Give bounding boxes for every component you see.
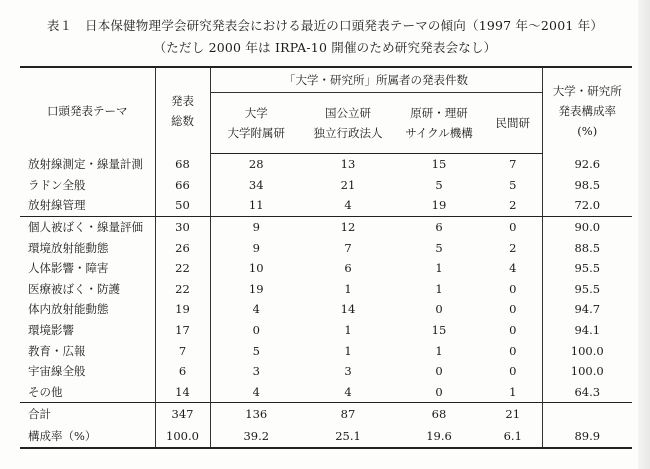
cell-total: 100.0 bbox=[155, 425, 210, 448]
cell-theme: 環境影響 bbox=[20, 320, 155, 341]
header-ratio-line1: 大学・研究所 bbox=[552, 83, 622, 98]
cell-priv: 0 bbox=[484, 320, 542, 341]
cell-ratio: 94.7 bbox=[574, 302, 601, 317]
table-row bbox=[20, 320, 632, 341]
table-row bbox=[20, 154, 632, 175]
cell-natl: 1 bbox=[344, 343, 352, 358]
cell-total: 347 bbox=[155, 403, 210, 426]
cell-univ: 136 bbox=[210, 403, 302, 426]
cell-gen: 19 bbox=[394, 195, 484, 216]
cell-ratio: 100.0 bbox=[570, 343, 604, 358]
cell-gen: 15 bbox=[431, 323, 447, 338]
cell-gen: 15 bbox=[431, 157, 447, 172]
table-row bbox=[20, 175, 632, 196]
cell-univ: 34 bbox=[248, 177, 264, 192]
cell-natl: 1 bbox=[344, 281, 352, 296]
table-subcaption: （ただし 2000 年は IRPA-10 開催のため研究発表会なし） bbox=[153, 40, 497, 55]
cell-priv: 2 bbox=[484, 195, 542, 216]
cell-gen: 5 bbox=[435, 240, 443, 255]
cell-theme: 個人被ばく・線量評価 bbox=[20, 216, 155, 237]
header-priv: 民間研 bbox=[484, 93, 542, 154]
cell-priv: 0 bbox=[484, 299, 542, 320]
cell-ratio: 72.0 bbox=[542, 195, 632, 216]
table-row bbox=[20, 279, 632, 300]
cell-total: 22 bbox=[155, 279, 210, 300]
cell-total: 68 bbox=[155, 154, 210, 175]
cell-natl: 6 bbox=[344, 261, 352, 276]
cell-ratio: 90.0 bbox=[574, 220, 601, 235]
cell-priv: 1 bbox=[484, 382, 542, 403]
cell-ratio: 100.0 bbox=[570, 364, 604, 379]
cell-gen: 6 bbox=[435, 220, 443, 235]
cell-total: 6 bbox=[155, 361, 210, 382]
cell-ratio: 95.5 bbox=[574, 281, 601, 296]
cell-theme: 教育・広報 bbox=[20, 340, 155, 361]
cell-univ: 4 bbox=[252, 302, 260, 317]
cell-total: 26 bbox=[155, 237, 210, 258]
cell-ratio: 64.3 bbox=[574, 384, 601, 399]
cell-natl: 7 bbox=[344, 240, 352, 255]
cell-total: 19 bbox=[155, 299, 210, 320]
cell-natl: 1 bbox=[344, 323, 352, 338]
cell-ratio: 95.5 bbox=[574, 261, 601, 276]
cell-theme: 放射線管理 bbox=[20, 195, 155, 216]
cell-univ: 39.2 bbox=[210, 425, 302, 448]
totals-row bbox=[20, 403, 632, 426]
table-row bbox=[20, 216, 632, 237]
composition-row bbox=[20, 425, 632, 448]
cell-ratio: 98.5 bbox=[574, 177, 601, 192]
cell-natl: 3 bbox=[344, 364, 352, 379]
cell-theme: 放射線測定・線量計測 bbox=[20, 154, 155, 175]
cell-total: 22 bbox=[155, 258, 210, 279]
cell-univ: 9 bbox=[252, 220, 260, 235]
cell-natl: 4 bbox=[302, 195, 394, 216]
header-univ bbox=[210, 93, 302, 154]
cell-theme: 構成率（%） bbox=[20, 425, 155, 448]
cell-gen: 5 bbox=[435, 177, 443, 192]
table-caption: 表１ 日本保健物理学会研究発表会における最近の口頭発表テーマの傾向（1997 年〜2001 年） bbox=[46, 18, 604, 33]
header-univ-line1: 大学 bbox=[244, 106, 268, 120]
header-group: 「大学・研究所」所属者の発表件数 bbox=[210, 67, 542, 93]
cell-natl: 12 bbox=[340, 220, 356, 235]
header-ratio-line3: (%) bbox=[577, 123, 598, 138]
table-row bbox=[20, 299, 632, 320]
cell-univ: 9 bbox=[252, 240, 260, 255]
header-row-1 bbox=[20, 67, 632, 93]
cell-priv: 0 bbox=[484, 361, 542, 382]
cell-total: 30 bbox=[155, 216, 210, 237]
presentation-themes-table bbox=[20, 66, 632, 449]
cell-priv: 21 bbox=[484, 403, 542, 426]
header-natl-line1: 国公立研 bbox=[325, 106, 371, 120]
cell-priv: 0 bbox=[484, 216, 542, 237]
cell-ratio: 88.5 bbox=[574, 240, 601, 255]
cell-total: 66 bbox=[155, 175, 210, 196]
header-total-line1: 発表 bbox=[171, 93, 194, 108]
cell-total: 7 bbox=[155, 340, 210, 361]
header-natl-line2: 独立行政法人 bbox=[313, 126, 383, 140]
header-ratio-line2: 発表構成率 bbox=[558, 103, 616, 118]
cell-theme: 合計 bbox=[20, 403, 155, 426]
page-edge bbox=[638, 0, 650, 469]
header-ratio bbox=[542, 67, 632, 154]
cell-univ: 11 bbox=[210, 195, 302, 216]
cell-univ: 19 bbox=[248, 281, 264, 296]
cell-natl: 4 bbox=[344, 384, 352, 399]
cell-univ: 4 bbox=[252, 384, 260, 399]
table-row bbox=[20, 195, 632, 216]
header-gen-line2: サイクル機構 bbox=[405, 126, 473, 140]
cell-theme: 宇宙線全般 bbox=[20, 361, 155, 382]
cell-univ: 28 bbox=[248, 157, 264, 172]
cell-ratio bbox=[542, 403, 632, 426]
header-natl bbox=[302, 93, 394, 154]
cell-gen: 68 bbox=[394, 403, 484, 426]
cell-priv: 0 bbox=[484, 279, 542, 300]
table-row bbox=[20, 361, 632, 382]
cell-natl: 13 bbox=[340, 157, 356, 172]
table-row bbox=[20, 382, 632, 403]
header-univ-line2: 大学附属研 bbox=[227, 126, 285, 140]
cell-total: 17 bbox=[155, 320, 210, 341]
header-theme: 口頭発表テーマ bbox=[20, 67, 155, 154]
table-row bbox=[20, 237, 632, 258]
cell-ratio: 89.9 bbox=[542, 425, 632, 448]
cell-gen: 1 bbox=[435, 261, 443, 276]
cell-univ: 0 bbox=[252, 323, 260, 338]
cell-theme: その他 bbox=[20, 382, 155, 403]
cell-priv: 4 bbox=[484, 258, 542, 279]
cell-priv: 0 bbox=[484, 340, 542, 361]
cell-theme: 人体影響・障害 bbox=[20, 258, 155, 279]
cell-total: 50 bbox=[155, 195, 210, 216]
cell-theme: 医療被ばく・防護 bbox=[20, 279, 155, 300]
cell-natl: 14 bbox=[340, 302, 356, 317]
cell-theme: 体内放射能動態 bbox=[20, 299, 155, 320]
header-total bbox=[155, 67, 210, 154]
cell-ratio: 92.6 bbox=[574, 157, 601, 172]
cell-gen: 0 bbox=[435, 364, 443, 379]
cell-priv: 2 bbox=[484, 237, 542, 258]
table-row bbox=[20, 258, 632, 279]
cell-total: 14 bbox=[155, 382, 210, 403]
cell-theme: 環境放射能動態 bbox=[20, 237, 155, 258]
cell-ratio: 94.1 bbox=[574, 323, 601, 338]
cell-natl: 21 bbox=[340, 177, 356, 192]
cell-gen: 0 bbox=[435, 384, 443, 399]
cell-natl: 25.1 bbox=[302, 425, 394, 448]
cell-univ: 5 bbox=[252, 343, 260, 358]
cell-theme: ラドン全般 bbox=[20, 175, 155, 196]
cell-priv: 6.1 bbox=[484, 425, 542, 448]
table-row bbox=[20, 340, 632, 361]
cell-priv: 7 bbox=[484, 154, 542, 175]
cell-gen: 0 bbox=[435, 302, 443, 317]
cell-univ: 10 bbox=[248, 261, 264, 276]
cell-gen: 1 bbox=[435, 281, 443, 296]
header-gen bbox=[394, 93, 484, 154]
header-total-line2: 総数 bbox=[171, 113, 194, 128]
cell-gen: 19.6 bbox=[394, 425, 484, 448]
cell-gen: 1 bbox=[435, 343, 443, 358]
cell-priv: 5 bbox=[484, 175, 542, 196]
header-gen-line1: 原研・理研 bbox=[410, 106, 468, 120]
cell-univ: 3 bbox=[252, 364, 260, 379]
cell-natl: 87 bbox=[302, 403, 394, 426]
